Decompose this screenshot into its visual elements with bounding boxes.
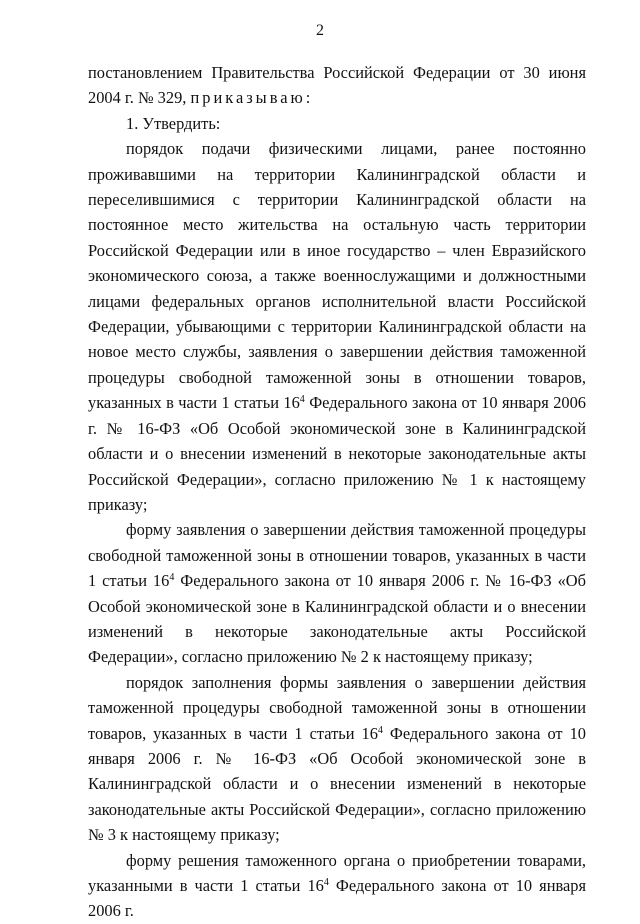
approved-item-3-superscript: 4 [377,724,383,736]
approved-item-1-superscript: 4 [299,394,305,406]
page-number: 2 [316,22,324,39]
approved-item-3-text-b: Федерального закона от 10 января 2006 г. № 16-ФЗ «Об Особой экономической зоне в Калининградской области и о внесении изменений в некоторые законодательные акты Российской Федерации», согласно приложению № 3 к настоящему приказу; [88,723,586,845]
approved-item-1-text-b: Федерального закона от 10 января 2006 г. № 16-ФЗ «Об Особой экономической зоне в Калининградской области и о внесении изменений в некоторые законодательные акты Российской Федерации», согласно приложению № 1 к настоящему приказу; [88,393,586,514]
approved-item-2-text-a: форму заявления о завершении действия таможенной процедуры свободной таможенной зоны в отношении товаров, указанных в части 1 статьи 16 [88,520,586,591]
approved-item-4 [88,848,586,924]
approved-item-4-text-a: форму решения таможенного органа о приобретении товарами, указанными в части 1 статьи 16 [88,850,586,895]
approved-item-4-text-b: Федерального закона от 10 января 2006 г. [88,876,586,921]
document-body [88,60,586,924]
approved-item-3 [88,670,586,848]
approved-item-2-text-b: Федерального закона от 10 января 2006 г. № 16-ФЗ «Об Особой экономической зоне в Калининградской области и о внесении изменений в некоторые законодательные акты Российской Федерации», согласно приложению № 2 к настоящему приказу; [88,571,586,667]
approve-heading: 1. Утвердить: [126,113,221,133]
intro-text: постановлением Правительства Российской Федерации от 30 июня 2004 г. № 329, [88,63,586,108]
approved-item-1 [88,136,586,517]
approved-item-1-text-a: порядок подачи физическими лицами, ранее постоянно проживавшими на территории Калининградской области и переселившимися с территории Калининградской области на постоянное место жительства на остальную часть территории Российской Федерации или в иное государство – член Евразийского экономического союза, а также военнослужащими и должностными лицами федеральных органов исполнительной власти Российской Федерации, убывающими с территории Калининградской области на новое место службы, заявления о завершении действия таможенной процедуры свободной таможенной зоны в отношении товаров, указанных в части 1 статьи 16 [88,139,586,413]
intro-keyword: приказываю: [190,88,314,108]
approved-item-2-superscript: 4 [169,572,175,584]
intro-paragraph [88,60,586,111]
approved-item-2 [88,517,586,669]
approved-item-4-superscript: 4 [323,877,329,888]
approved-item-3-text-a: порядок заполнения формы заявления о завершении действия таможенной процедуры свободной таможенной зоны в отношении товаров, указанных в части 1 статьи 16 [88,672,586,743]
